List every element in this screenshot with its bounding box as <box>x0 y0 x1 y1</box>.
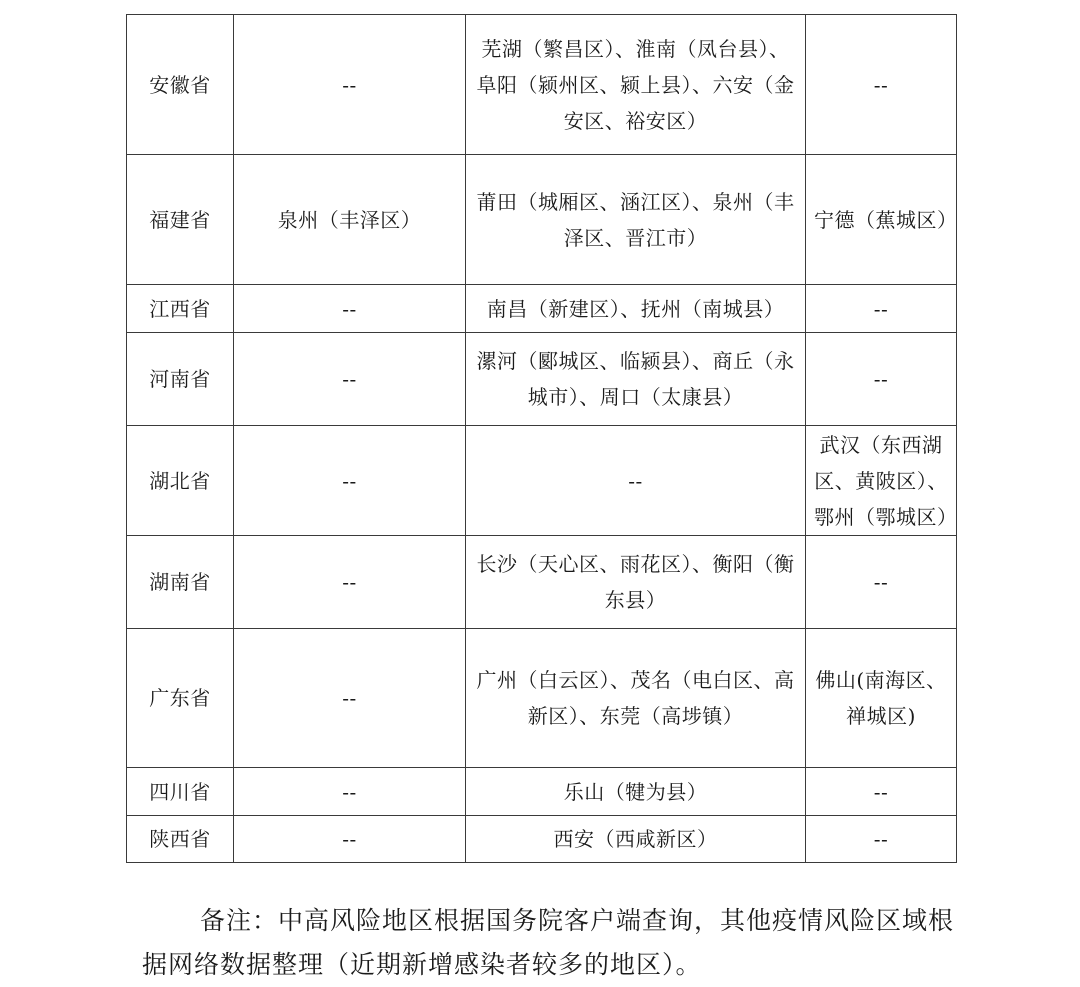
medium-risk-cell: 漯河（郾城区、临颍县）、商丘（永城市）、周口（太康县） <box>466 333 806 426</box>
province-cell: 湖北省 <box>127 426 234 536</box>
province-cell: 广东省 <box>127 629 234 768</box>
high-risk-cell: -- <box>234 285 466 333</box>
high-risk-cell: -- <box>234 333 466 426</box>
other-risk-cell: 武汉（东西湖区、黄陂区）、鄂州（鄂城区） <box>806 426 957 536</box>
province-cell: 江西省 <box>127 285 234 333</box>
other-risk-cell: -- <box>806 333 957 426</box>
province-cell: 陕西省 <box>127 816 234 863</box>
table-row <box>127 816 957 863</box>
medium-risk-cell: 长沙（天心区、雨花区）、衡阳（衡东县） <box>466 536 806 629</box>
high-risk-cell: -- <box>234 536 466 629</box>
high-risk-cell: -- <box>234 816 466 863</box>
other-risk-cell: -- <box>806 15 957 155</box>
province-cell: 安徽省 <box>127 15 234 155</box>
high-risk-cell: 泉州（丰泽区） <box>234 155 466 285</box>
table-row <box>127 155 957 285</box>
other-risk-cell: -- <box>806 816 957 863</box>
medium-risk-cell: -- <box>466 426 806 536</box>
table-row <box>127 426 957 536</box>
table-row <box>127 285 957 333</box>
medium-risk-cell: 乐山（犍为县） <box>466 768 806 816</box>
table-row <box>127 768 957 816</box>
risk-area-table <box>126 14 957 863</box>
table-row <box>127 333 957 426</box>
high-risk-cell: -- <box>234 426 466 536</box>
high-risk-cell: -- <box>234 629 466 768</box>
medium-risk-cell: 芜湖（繁昌区）、淮南（凤台县）、阜阳（颍州区、颍上县）、六安（金安区、裕安区） <box>466 15 806 155</box>
province-cell: 河南省 <box>127 333 234 426</box>
table-row <box>127 536 957 629</box>
other-risk-cell: -- <box>806 768 957 816</box>
medium-risk-cell: 西安（西咸新区） <box>466 816 806 863</box>
province-cell: 湖南省 <box>127 536 234 629</box>
province-cell: 福建省 <box>127 155 234 285</box>
province-cell: 四川省 <box>127 768 234 816</box>
table-row <box>127 15 957 155</box>
other-risk-cell: -- <box>806 536 957 629</box>
high-risk-cell: -- <box>234 15 466 155</box>
other-risk-cell: -- <box>806 285 957 333</box>
table-row <box>127 629 957 768</box>
medium-risk-cell: 莆田（城厢区、涵江区）、泉州（丰泽区、晋江市） <box>466 155 806 285</box>
footnote-remark: 备注：中高风险地区根据国务院客户端查询，其他疫情风险区域根据网络数据整理（近期新增感染者较多的地区）。 <box>142 906 955 979</box>
medium-risk-cell: 广州（白云区）、茂名（电白区、高新区）、东莞（高埗镇） <box>466 629 806 768</box>
high-risk-cell: -- <box>234 768 466 816</box>
other-risk-cell: 佛山(南海区、禅城区) <box>806 629 957 768</box>
medium-risk-cell: 南昌（新建区）、抚州（南城县） <box>466 285 806 333</box>
other-risk-cell: 宁德（蕉城区） <box>806 155 957 285</box>
